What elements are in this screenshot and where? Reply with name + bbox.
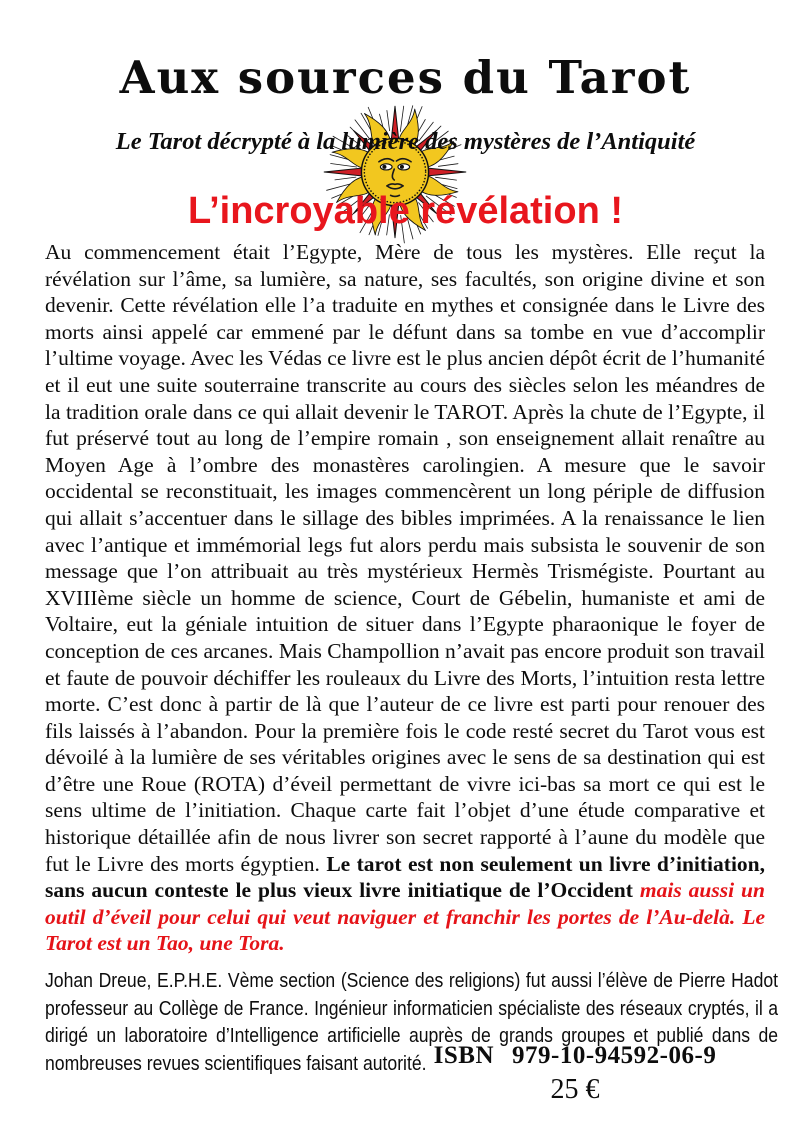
body-red-segment: mais aussi un outil d’éveil pour celui qui veut naviguer et franchir les portes de l’Au-delà. Le Tarot est un Tao, une Tora. [45,878,765,956]
body-main-segment: Au commencement était l’Egypte, Mère de tous les mystères. Elle reçut la révélation sur l’âme, sa lumière, sa nature, ses facultés, son origine divine et son devenir. Cette révélation elle l’a traduite en mythes et consignée dans le Livre des morts ainsi appelé car emmené par le défunt dans sa tombe en vue d’accomplir l’ultime voyage. Avec les Védas ce livre est le plus ancien dépôt écrit de l’humanité et il eut une suite souterraine transcrite au cours des siècles selon les méandres de la tradition orale dans ce qui allait devenir le TAROT. Après la chute de l’Egypte, il fut préservé tout au long de l’empire romain , son enseignement allait renaître au Moyen Age à l’ombre des monastères carolingien. A mesure que le savoir occidental se reconstituait, les images commencèrent un long périple de diffusion qui allait s’accentuer dans le sillage des bibles imprimées. A la renaissance le lien avec l’antique et immémorial legs fut alors perdu mais subsista le souvenir de son message que l’on attribuait au très mystérieux Hermès Trismégiste. Pourtant au XVIIIème siècle un homme de science, Court de Gébelin, humaniste et ami de Voltaire, eut la géniale intuition de situer dans l’Egypte pharaonique le foyer de conception de ces arcanes. Mais Champollion n’avait pas encore produit son travail et faute de pouvoir déchiffer les rouleaux du Livre des Morts, l’intuition resta lettre morte. C’est donc à partir de là que l’auteur de ce livre est parti pour renouer des fils laissés à l’abandon. Pour la première fois le code resté secret du Tarot vous est dévoilé à la lumière de ses véritables origines avec le sens de sa destination qui est d’être une Roue (ROTA) d’éveil permettant de vivre ici-bas sa mort ce qui est le sens ultime de l’initiation. Chaque carte fait l’objet d’une étude comparative et historique détaillée afin de nous livrer son secret rapporté à l’aune du modèle que fut le Livre des morts égyptien. [45,240,765,876]
headline: L’incroyable révélation ! [187,190,624,232]
isbn-value: 979-10-94592-06-9 [512,1042,717,1069]
author-note: Johan Dreue, E.P.H.E. Vème section (Science des religions) fut aussi l’élève de Pierre Hadot professeur au Collège de France. Ingénieur informaticien spécialiste des réseaux cryptés, il a dirigé un laboratoire d’Intelligence artificielle auprès de grands groupes et publié dans de nombreuses revues scientifiques faisant autorité. [45,970,779,1075]
body-paragraph [45,239,765,957]
isbn-label: ISBN [433,1042,495,1069]
price: 25 € [550,1074,600,1105]
cover-content [0,52,811,1078]
page-title: Aux sources du Tarot [119,51,692,104]
page-subtitle: Le Tarot décrypté à la lumière des mystères de l’Antiquité [115,128,696,155]
body-bold-segment: Le tarot est non seulement un livre d’initiation, sans aucun conteste le plus vieux livre initiatique de l’Occident [45,851,765,903]
